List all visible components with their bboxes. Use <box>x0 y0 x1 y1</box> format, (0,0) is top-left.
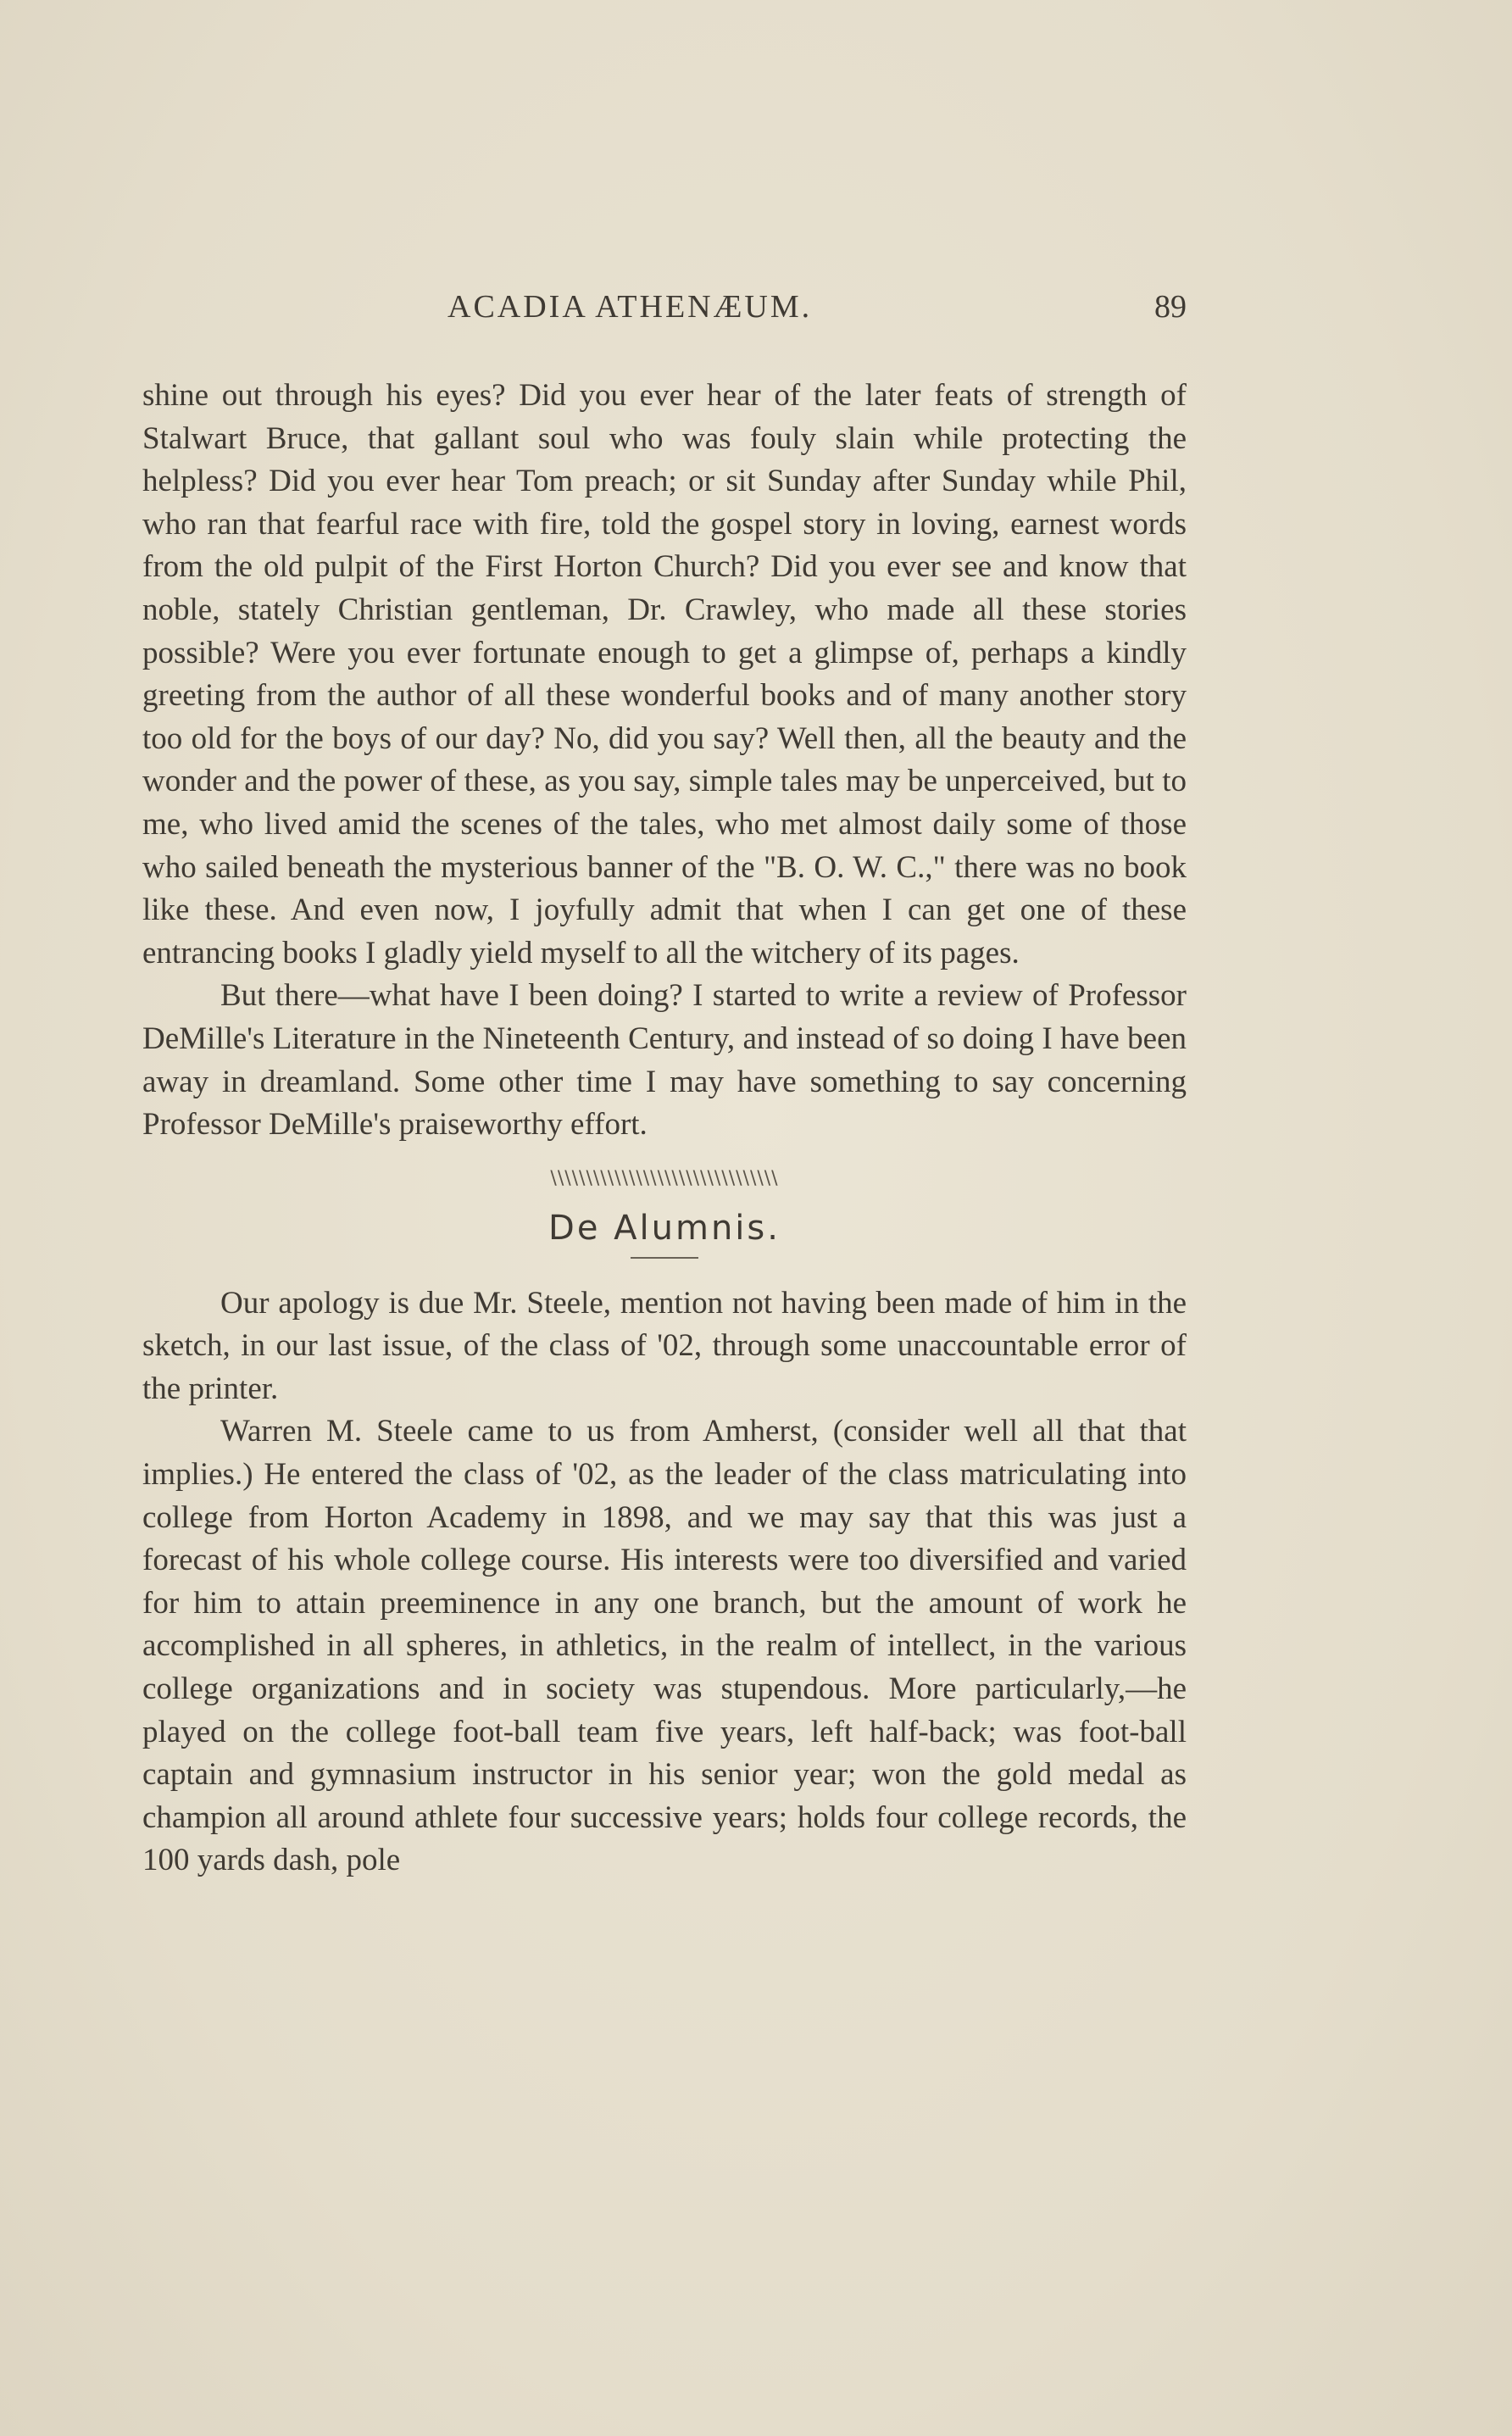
article-body <box>142 375 1187 1883</box>
section-heading: De Alumnis. <box>548 1208 781 1248</box>
paragraph-continued: shine out through his eyes? Did you ever hear of the later feats of strength of Stalwart Bruce, that gallant soul who was fouly slain while protecting the helpless? Did you ever hear Tom preach; or sit Sunday after Sunday while Phil, who ran that fearful race with fire, told the gospel story in loving, earnest words from the old pulpit of the First Horton Church? Did you ever see and know that noble, stately Christian gentleman, Dr. Crawley, who made all these stories possible? Were you ever fortunate enough to get a glimpse of, perhaps a kindly greeting from the author of all these wonderful books and of many another story too old for the boys of our day? No, did you say? Well then, all the beauty and the wonder and the power of these, as you say, simple tales may be unperceived, but to me, who lived amid the scenes of the tales, who met almost daily some of those who sailed beneath the mysterious banner of the "B. O. W. C.," there was no book like these. And even now, I joyfully admit that when I can get one of these entrancing books I gladly yield myself to all the witchery of its pages. <box>142 378 1187 971</box>
paragraph-review: But there—what have I been doing? I started to write a review of Professor DeMille's Literature in the Nineteenth Century, and instead of so doing I have been away in dreamland. Some other time I may have something to say concerning Professor DeMille's praiseworthy effort. <box>142 978 1187 1143</box>
running-title: ACADIA ATHENÆUM. <box>447 289 813 325</box>
page-number: 89 <box>1154 289 1187 325</box>
section-rule <box>631 1257 698 1259</box>
paragraph-steele: Warren M. Steele came to us from Amherst, (consider well all that that implies.) He entered the class of '02, as the leader of the class matriculating into college from Horton Academy in 1898, and we may say that this was just a forecast of his whole college course. His interests were too diversified and varied for him to attain preeminence in any one branch, but the amount of work he accomplished in all spheres, in athletics, in the realm of intellect, in the various college organizations and in society was stupendous. More particularly,—he played on the college foot-ball team five years, left half-back; was foot-ball captain and gymnasium instructor in his senior year; won the gold medal as champion all around athlete four successive years; holds four college records, the 100 yards dash, pole <box>142 1414 1187 1878</box>
paragraph-apology: Our apology is due Mr. Steele, mention not having been made of him in the sketch, in our last issue, of the class of '02, through some unaccountable error of the printer. <box>142 1285 1187 1406</box>
section-ornament: \\\\\\\\\\\\\\\\\\\\\\\\\\\\\\\\ <box>550 1167 779 1189</box>
running-head <box>142 288 1187 331</box>
